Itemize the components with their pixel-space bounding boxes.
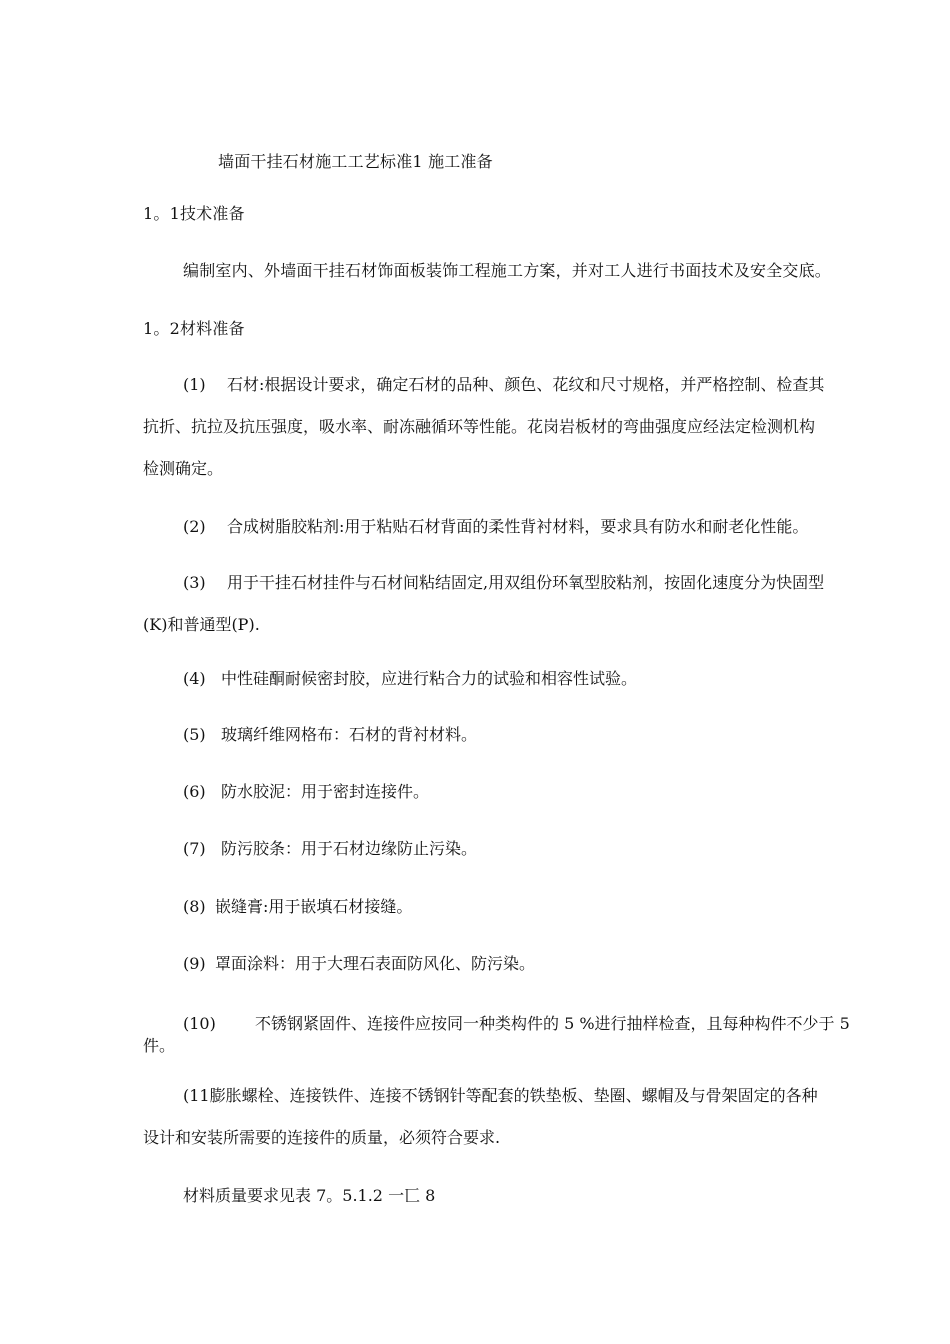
list-item-1	[143, 374, 923, 500]
item-text-line: 罩面涂料：用于大理石表面防风化、防污染。	[215, 954, 536, 973]
item-text-line: 玻璃纤维网格布：石材的背衬材料。	[221, 725, 478, 744]
item-text-line: 防水胶泥：用于密封连接件。	[221, 782, 430, 801]
item-number: (3)	[183, 573, 206, 592]
item-text-line: (K)和普通型(P).	[143, 615, 260, 634]
item-text-line: 设计和安装所需要的连接件的质量，必须符合要求.	[143, 1128, 501, 1147]
list-item-5	[183, 724, 477, 746]
item-number: (6)	[183, 782, 206, 801]
item-number: (9)	[183, 954, 206, 973]
list-item-11	[143, 1085, 923, 1169]
item-text-line: 石材:根据设计要求，确定石材的品种、颜色、花纹和尺寸规格，并严格控制、检查其	[227, 375, 825, 394]
item-number: (2)	[183, 517, 206, 536]
list-item-7	[183, 838, 477, 860]
item-number: (5)	[183, 725, 206, 744]
list-item-3	[143, 572, 923, 656]
list-item-2	[143, 516, 923, 558]
item-number: (4)	[183, 669, 206, 688]
item-number: (11	[183, 1086, 210, 1105]
item-number: (7)	[183, 839, 206, 858]
item-text-line: 件。	[143, 1036, 176, 1055]
closing-note: 材料质量要求见表 7。5.1.2 一匸 8	[183, 1186, 436, 1205]
section-heading-technical-prep: 1。1技术准备	[143, 204, 245, 223]
item-text-line: 防污胶条：用于石材边缘防止污染。	[221, 839, 478, 858]
item-text-line: 不锈钢紧固件、连接件应按同一种类构件的 5 %进行抽样检查，且每种构件不少于 5	[255, 1014, 850, 1033]
list-item-8	[183, 896, 412, 918]
intro-paragraph: 编制室内、外墙面干挂石材饰面板装饰工程施工方案，并对工人进行书面技术及安全交底。	[183, 261, 832, 280]
item-number: (8)	[183, 897, 206, 916]
list-item-4	[183, 668, 637, 690]
item-number: (10)	[183, 1014, 216, 1033]
list-item-10	[143, 1013, 923, 1057]
section-heading-material-prep: 1。2材料准备	[143, 319, 245, 338]
item-text-line: 膨胀螺栓、连接铁件、连接不锈钢针等配套的铁垫板、垫圈、螺帽及与骨架固定的各种	[209, 1086, 818, 1105]
item-text-line: 用于干挂石材挂件与石材间粘结固定,用双组份环氧型胶粘剂，按固化速度分为快固型	[227, 573, 825, 592]
list-item-9	[183, 953, 535, 975]
item-text-line: 嵌缝膏:用于嵌填石材接缝。	[215, 897, 413, 916]
item-text-line: 检测确定。	[143, 459, 224, 478]
item-text-line: 合成树脂胶粘剂:用于粘贴石材背面的柔性背衬材料，要求具有防水和耐老化性能。	[227, 517, 809, 536]
item-text-line: 抗折、抗拉及抗压强度，吸水率、耐冻融循环等性能。花岗岩板材的弯曲强度应经法定检测机构	[143, 417, 816, 436]
item-text-line: 中性硅酮耐候密封胶，应进行粘合力的试验和相容性试验。	[221, 669, 638, 688]
list-item-6	[183, 781, 429, 803]
page-title: 墙面干挂石材施工工艺标准1 施工准备	[218, 152, 493, 171]
item-number: (1)	[183, 375, 206, 394]
